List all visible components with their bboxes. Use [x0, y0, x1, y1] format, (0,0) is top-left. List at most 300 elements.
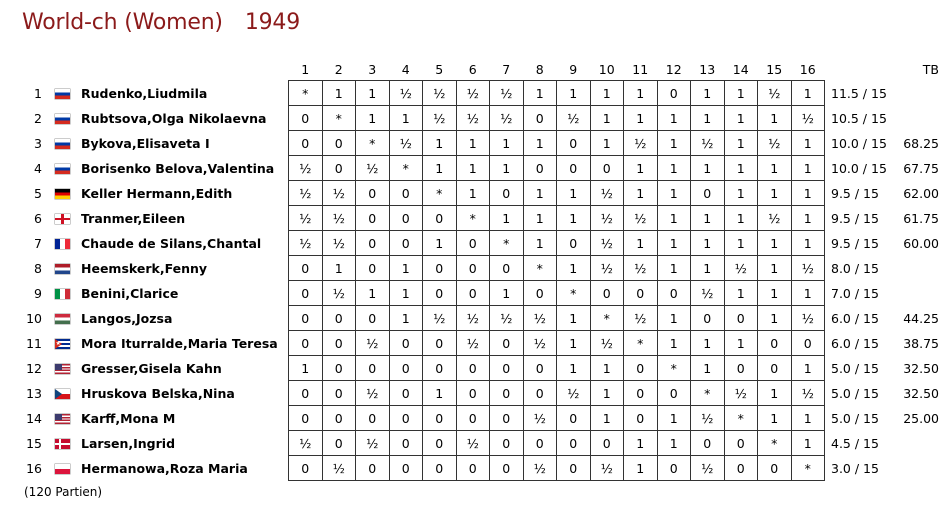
player-score: 9.5 / 15 [831, 235, 879, 251]
result-cell: 1 [657, 406, 691, 431]
games-count: (120 Partien) [24, 485, 103, 499]
result-cell: 1 [523, 81, 557, 106]
player-rank: 14 [26, 410, 42, 426]
result-cell: 1 [590, 406, 624, 431]
player-flag [48, 131, 76, 156]
player-name[interactable]: Hermanowa,Roza Maria [81, 460, 248, 476]
player-name[interactable]: Heemskerk,Fenny [81, 260, 208, 276]
result-cell: 0 [657, 81, 691, 106]
result-cell: 1 [490, 206, 524, 231]
result-cell: ½ [590, 331, 624, 356]
player-rank: 4 [34, 160, 42, 176]
player-flag [48, 331, 76, 356]
player-flag [48, 81, 76, 106]
player-flag [48, 231, 76, 256]
result-cell: 0 [590, 431, 624, 456]
result-cell: * [356, 131, 390, 156]
result-cell: ½ [557, 106, 591, 131]
result-cell: ½ [590, 206, 624, 231]
player-rank: 12 [26, 360, 42, 376]
result-cell: 0 [356, 356, 390, 381]
result-cell: 1 [791, 206, 825, 231]
result-cell: 0 [289, 131, 323, 156]
player-tiebreak: 67.75 [903, 160, 939, 176]
result-cell: 1 [657, 156, 691, 181]
title-year: 1949 [244, 10, 301, 35]
player-flag [48, 356, 76, 381]
table-row [20, 231, 939, 256]
result-cell: 1 [758, 181, 792, 206]
player-score: 9.5 / 15 [831, 210, 879, 226]
player-score: 5.0 / 15 [831, 410, 879, 426]
result-cell: 0 [356, 306, 390, 331]
result-cell: ½ [389, 81, 423, 106]
result-cell: 0 [389, 181, 423, 206]
crosstable [20, 58, 939, 481]
column-number: 10 [598, 61, 615, 77]
result-cell: ½ [490, 81, 524, 106]
result-cell: 1 [758, 381, 792, 406]
result-cell: 0 [423, 456, 457, 481]
result-cell: 0 [423, 431, 457, 456]
netherlands-flag-icon [55, 264, 70, 274]
result-cell: ½ [691, 406, 725, 431]
result-cell: 0 [456, 281, 490, 306]
player-flag [48, 406, 76, 431]
player-name[interactable]: Gresser,Gisela Kahn [81, 360, 222, 376]
result-cell: 1 [724, 331, 758, 356]
player-rank: 15 [26, 435, 42, 451]
player-score: 10.0 / 15 [831, 160, 887, 176]
russia-flag-icon [55, 139, 70, 149]
result-cell: 1 [356, 81, 390, 106]
result-cell: 0 [523, 106, 557, 131]
result-cell: 1 [657, 131, 691, 156]
result-cell: 0 [590, 156, 624, 181]
header-spacer [20, 58, 48, 81]
result-cell: * [724, 406, 758, 431]
result-cell: 1 [691, 156, 725, 181]
player-name[interactable]: Keller Hermann,Edith [81, 185, 233, 201]
title-text: World-ch (Women) [22, 10, 223, 35]
result-cell: ½ [724, 381, 758, 406]
result-cell: ½ [791, 106, 825, 131]
result-cell: 1 [624, 81, 658, 106]
table-row [20, 106, 939, 131]
player-flag [48, 156, 76, 181]
result-cell: 0 [423, 331, 457, 356]
result-cell: 0 [557, 156, 591, 181]
result-cell: 1 [490, 156, 524, 181]
player-name[interactable]: Hruskova Belska,Nina [81, 385, 235, 401]
result-cell: 0 [289, 281, 323, 306]
result-cell: ½ [557, 381, 591, 406]
result-cell: 1 [691, 81, 725, 106]
result-cell: 1 [657, 106, 691, 131]
result-cell: 0 [322, 431, 356, 456]
usa-flag-icon [55, 364, 70, 374]
result-cell: 0 [389, 456, 423, 481]
player-rank: 11 [26, 335, 42, 351]
result-cell: 1 [791, 81, 825, 106]
result-cell: 0 [456, 381, 490, 406]
player-rank: 6 [34, 210, 42, 226]
result-cell: ½ [322, 456, 356, 481]
result-cell: 1 [624, 456, 658, 481]
column-number: 7 [502, 61, 511, 77]
result-cell: 0 [557, 456, 591, 481]
result-cell: 1 [657, 331, 691, 356]
result-cell: ½ [289, 181, 323, 206]
result-cell: 0 [322, 156, 356, 181]
result-cell: ½ [624, 306, 658, 331]
result-cell: 1 [724, 281, 758, 306]
result-cell: 0 [691, 181, 725, 206]
result-cell: 0 [322, 356, 356, 381]
player-tiebreak [893, 281, 939, 306]
player-tiebreak [893, 456, 939, 481]
result-cell: 0 [523, 156, 557, 181]
result-cell: 1 [356, 106, 390, 131]
result-cell: 0 [624, 406, 658, 431]
result-cell: 1 [657, 431, 691, 456]
result-cell: 1 [456, 156, 490, 181]
result-cell: ½ [691, 456, 725, 481]
player-score: 7.0 / 15 [831, 285, 879, 301]
table-row [20, 331, 939, 356]
player-flag [48, 256, 76, 281]
result-cell: 0 [490, 181, 524, 206]
result-cell: 1 [557, 81, 591, 106]
result-cell: ½ [356, 381, 390, 406]
result-cell: 1 [389, 281, 423, 306]
result-cell: * [456, 206, 490, 231]
poland-flag-icon [55, 464, 70, 474]
result-cell: 1 [557, 256, 591, 281]
result-cell: 1 [590, 106, 624, 131]
result-cell: 0 [389, 231, 423, 256]
result-cell: 0 [657, 456, 691, 481]
result-cell: * [289, 81, 323, 106]
result-cell: 0 [624, 381, 658, 406]
result-cell: * [523, 256, 557, 281]
player-name[interactable]: Borisenko Belova,Valentina [81, 160, 275, 176]
result-cell: * [657, 356, 691, 381]
result-cell: 0 [490, 356, 524, 381]
result-cell: 1 [724, 81, 758, 106]
result-cell: 0 [423, 206, 457, 231]
player-rank: 13 [26, 385, 42, 401]
result-cell: 0 [557, 406, 591, 431]
player-name[interactable]: Tranmer,Eileen [81, 210, 186, 226]
column-number: 5 [435, 61, 444, 77]
result-cell: * [557, 281, 591, 306]
result-cell: 1 [289, 356, 323, 381]
player-tiebreak [893, 256, 939, 281]
result-cell: 0 [657, 281, 691, 306]
result-cell: ½ [523, 331, 557, 356]
column-number: 12 [665, 61, 682, 77]
result-cell: ½ [624, 206, 658, 231]
header-spacer [76, 58, 289, 81]
result-cell: ½ [791, 381, 825, 406]
table-row [20, 156, 939, 181]
player-tiebreak: 68.25 [903, 135, 939, 151]
player-rank: 2 [34, 110, 42, 126]
result-cell: 1 [657, 231, 691, 256]
result-cell: 0 [423, 406, 457, 431]
result-cell: ½ [724, 256, 758, 281]
result-cell: 1 [724, 206, 758, 231]
cuba-flag-icon: ★ [55, 339, 70, 349]
result-cell: 1 [423, 156, 457, 181]
result-cell: 0 [624, 356, 658, 381]
result-cell: 1 [389, 106, 423, 131]
result-cell: ½ [691, 131, 725, 156]
result-cell: 0 [523, 281, 557, 306]
result-cell: 0 [624, 281, 658, 306]
result-cell: ½ [490, 306, 524, 331]
result-cell: 0 [356, 406, 390, 431]
result-cell: 0 [289, 456, 323, 481]
result-cell: ½ [356, 156, 390, 181]
result-cell: ½ [624, 256, 658, 281]
result-cell: 1 [322, 81, 356, 106]
result-cell: 1 [724, 231, 758, 256]
result-cell: 0 [322, 131, 356, 156]
result-cell: ½ [423, 106, 457, 131]
result-cell: 0 [523, 356, 557, 381]
result-cell: ½ [322, 231, 356, 256]
column-number: 4 [401, 61, 410, 77]
player-score: 11.5 / 15 [831, 85, 887, 101]
column-number: 8 [535, 61, 544, 77]
result-cell: 1 [691, 356, 725, 381]
result-cell: * [791, 456, 825, 481]
result-cell: 0 [490, 431, 524, 456]
player-rank: 1 [34, 85, 42, 101]
player-name[interactable]: Benini,Clarice [81, 285, 179, 301]
result-cell: 1 [624, 106, 658, 131]
player-name[interactable]: Rudenko,Liudmila [81, 85, 208, 101]
result-cell: 1 [557, 206, 591, 231]
player-tiebreak: 61.75 [903, 210, 939, 226]
table-row [20, 81, 939, 106]
result-cell: 1 [523, 181, 557, 206]
result-cell: 1 [590, 356, 624, 381]
result-cell: 1 [657, 256, 691, 281]
result-cell: 1 [724, 106, 758, 131]
player-tiebreak: 44.25 [903, 310, 939, 326]
player-tiebreak: 32.50 [903, 385, 939, 401]
result-cell: 1 [791, 181, 825, 206]
result-cell: 1 [791, 131, 825, 156]
result-cell: ½ [356, 331, 390, 356]
result-cell: 1 [624, 431, 658, 456]
player-name[interactable]: Larsen,Ingrid [81, 435, 176, 451]
player-name[interactable]: Bykova,Elisaveta I [81, 135, 210, 151]
player-score: 10.0 / 15 [831, 135, 887, 151]
result-cell: 0 [490, 381, 524, 406]
result-cell: 1 [523, 206, 557, 231]
player-score: 8.0 / 15 [831, 260, 879, 276]
result-cell: 0 [724, 456, 758, 481]
result-cell: ½ [356, 431, 390, 456]
result-cell: 0 [456, 406, 490, 431]
column-number: 14 [732, 61, 749, 77]
player-score: 6.0 / 15 [831, 310, 879, 326]
player-tiebreak: 32.50 [903, 360, 939, 376]
table-row [20, 131, 939, 156]
result-cell: 1 [691, 231, 725, 256]
result-cell: ½ [456, 331, 490, 356]
result-cell: 0 [423, 281, 457, 306]
result-cell: 0 [657, 381, 691, 406]
result-cell: 0 [456, 456, 490, 481]
result-cell: 0 [356, 456, 390, 481]
result-cell: 0 [557, 131, 591, 156]
player-name[interactable]: Langos,Jozsa [81, 310, 173, 326]
result-cell: ½ [590, 256, 624, 281]
result-cell: ½ [590, 231, 624, 256]
result-cell: * [624, 331, 658, 356]
player-flag [48, 306, 76, 331]
player-flag [48, 206, 76, 231]
result-cell: 1 [691, 331, 725, 356]
result-cell: 0 [490, 331, 524, 356]
result-cell: * [691, 381, 725, 406]
table-row [20, 406, 939, 431]
hungary-flag-icon [55, 314, 70, 324]
table-row [20, 431, 939, 456]
player-score: 5.0 / 15 [831, 360, 879, 376]
result-cell: 0 [389, 356, 423, 381]
column-number: 11 [632, 61, 649, 77]
result-cell: 0 [691, 306, 725, 331]
result-cell: ½ [624, 131, 658, 156]
denmark-flag-icon [55, 439, 70, 449]
column-number: 3 [368, 61, 377, 77]
table-row [20, 181, 939, 206]
result-cell: 1 [423, 131, 457, 156]
result-cell: ½ [791, 306, 825, 331]
player-rank: 16 [26, 460, 42, 476]
russia-flag-icon [55, 114, 70, 124]
result-cell: ½ [456, 106, 490, 131]
result-cell: 1 [724, 181, 758, 206]
result-cell: 0 [456, 356, 490, 381]
player-flag [48, 431, 76, 456]
player-score: 9.5 / 15 [831, 185, 879, 201]
player-rank: 5 [34, 185, 42, 201]
player-flag [48, 181, 76, 206]
result-cell: 1 [423, 231, 457, 256]
result-cell: 0 [590, 281, 624, 306]
result-cell: ½ [758, 81, 792, 106]
column-number: 9 [569, 61, 578, 77]
player-rank: 3 [34, 135, 42, 151]
result-cell: 0 [322, 406, 356, 431]
column-number: 15 [766, 61, 783, 77]
result-cell: 1 [724, 131, 758, 156]
result-cell: ½ [289, 206, 323, 231]
player-score: 6.0 / 15 [831, 335, 879, 351]
player-name[interactable]: Chaude de Silans,Chantal [81, 235, 262, 251]
result-cell: 1 [691, 106, 725, 131]
result-cell: 0 [289, 106, 323, 131]
result-cell: 0 [389, 206, 423, 231]
result-cell: ½ [758, 206, 792, 231]
result-cell: 1 [490, 131, 524, 156]
result-cell: ½ [322, 181, 356, 206]
player-name[interactable]: Karff,Mona M [81, 410, 176, 426]
player-flag [48, 456, 76, 481]
result-cell: 1 [758, 306, 792, 331]
italy-flag-icon [55, 289, 70, 299]
result-cell: ½ [322, 281, 356, 306]
result-cell: 1 [657, 306, 691, 331]
result-cell: ½ [322, 206, 356, 231]
result-cell: ½ [590, 181, 624, 206]
result-cell: 0 [356, 181, 390, 206]
result-cell: ½ [691, 281, 725, 306]
player-tiebreak [893, 106, 939, 131]
result-cell: 0 [356, 231, 390, 256]
result-cell: 0 [389, 431, 423, 456]
result-cell: 1 [356, 281, 390, 306]
player-name[interactable]: Rubtsova,Olga Nikolaevna [81, 110, 267, 126]
result-cell: 0 [389, 331, 423, 356]
result-cell: ½ [289, 231, 323, 256]
russia-flag-icon [55, 89, 70, 99]
player-name[interactable]: Mora Iturralde,Maria Teresa [81, 335, 278, 351]
column-number: 16 [799, 61, 816, 77]
result-cell: 1 [490, 281, 524, 306]
result-cell: 0 [356, 206, 390, 231]
result-cell: 0 [289, 381, 323, 406]
table-row [20, 206, 939, 231]
table-row [20, 306, 939, 331]
table-row [20, 456, 939, 481]
table-row [20, 381, 939, 406]
result-cell: 1 [758, 106, 792, 131]
player-tiebreak [893, 431, 939, 456]
result-cell: 0 [456, 256, 490, 281]
result-cell: 0 [322, 306, 356, 331]
result-cell: 0 [389, 406, 423, 431]
result-cell: 1 [389, 256, 423, 281]
result-cell: ½ [289, 431, 323, 456]
result-cell: 1 [523, 131, 557, 156]
result-cell: 1 [557, 181, 591, 206]
result-cell: 1 [456, 131, 490, 156]
russia-flag-icon [55, 164, 70, 174]
result-cell: 0 [724, 356, 758, 381]
result-cell: 1 [322, 256, 356, 281]
result-cell: ½ [758, 131, 792, 156]
result-cell: 1 [791, 281, 825, 306]
result-cell: 1 [791, 406, 825, 431]
result-cell: 0 [758, 356, 792, 381]
result-cell: 0 [557, 431, 591, 456]
result-cell: * [758, 431, 792, 456]
result-cell: 0 [691, 431, 725, 456]
player-flag [48, 106, 76, 131]
result-cell: 1 [758, 231, 792, 256]
result-cell: 0 [356, 256, 390, 281]
column-number: 6 [468, 61, 477, 77]
result-cell: 0 [322, 331, 356, 356]
